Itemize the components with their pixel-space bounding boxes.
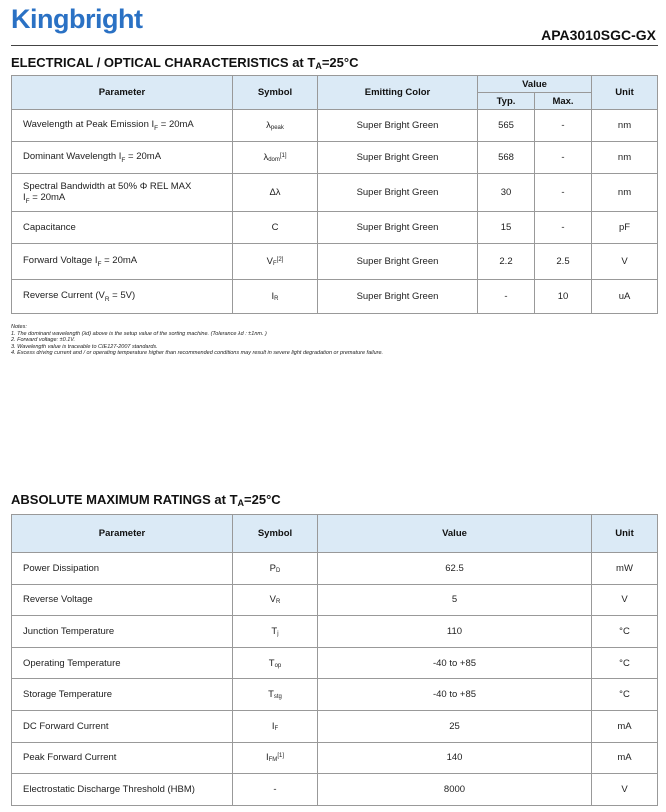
unit-cell: °C xyxy=(592,616,658,648)
electrical-characteristics-table xyxy=(11,75,658,314)
unit-cell: V xyxy=(592,244,658,280)
symbol-subscript: R xyxy=(276,599,281,606)
note-item: 4. Excess driving current and / or operating temperature higher than recommended conditions may result in severe light degradation or premature failure. xyxy=(11,350,384,357)
header-parameter: Parameter xyxy=(12,515,233,553)
symbol-superscript: [1] xyxy=(277,753,284,760)
value-cell: 25 xyxy=(318,710,592,742)
parameter-text: Dominant Wavelength I xyxy=(23,151,122,163)
symbol-text: T xyxy=(271,625,278,637)
parameter-cell xyxy=(12,244,233,280)
parameter-subscript: F xyxy=(25,197,30,205)
symbol-text: C xyxy=(271,222,279,233)
parameter-cell xyxy=(12,174,233,212)
parameter-cell: DC Forward Current xyxy=(12,710,233,742)
symbol-superscript: [1] xyxy=(279,153,287,159)
note-item: 2. Forward voltage: ±0.1V. xyxy=(11,337,76,344)
parameter-subscript: F xyxy=(97,260,102,268)
notes-block xyxy=(11,324,383,357)
header-max: Max. xyxy=(535,93,592,110)
table-row xyxy=(12,647,658,679)
parameter-subscript: F xyxy=(154,124,159,132)
table-row xyxy=(12,710,658,742)
absolute-title-text: ABSOLUTE MAXIMUM RATINGS at T xyxy=(11,492,238,507)
symbol-subscript: FM xyxy=(268,757,278,764)
absolute-section-title xyxy=(11,492,281,508)
symbol-subscript: peak xyxy=(270,125,284,131)
symbol-subscript: D xyxy=(276,567,281,574)
header-parameter: Parameter xyxy=(12,76,233,110)
parameter-cell: Peak Forward Current xyxy=(12,742,233,774)
symbol-cell xyxy=(233,110,318,142)
parameter-text: Capacitance xyxy=(23,222,76,233)
symbol-cell xyxy=(233,174,318,212)
value-cell: -40 to +85 xyxy=(318,647,592,679)
parameter-cell xyxy=(12,142,233,174)
value-cell: 110 xyxy=(318,616,592,648)
parameter-subscript: R xyxy=(104,295,110,303)
symbol-text: T xyxy=(268,657,275,669)
unit-cell: nm xyxy=(592,142,658,174)
parameter-tail: = 20mA xyxy=(101,255,138,267)
emitting-color-cell: Super Bright Green xyxy=(318,280,478,314)
parameter-tail: = 5V) xyxy=(109,290,136,302)
symbol-cell xyxy=(233,584,318,616)
symbol-superscript: [2] xyxy=(276,257,284,263)
symbol-subscript: j xyxy=(277,630,279,637)
typ-value-cell: 2.2 xyxy=(478,244,535,280)
parameter-cell: Reverse Voltage xyxy=(12,584,233,616)
emitting-color-cell: Super Bright Green xyxy=(318,174,478,212)
parameter-cell: Operating Temperature xyxy=(12,647,233,679)
header-unit: Unit xyxy=(592,76,658,110)
typ-value-cell: 568 xyxy=(478,142,535,174)
parameter-cell xyxy=(12,280,233,314)
symbol-subscript: R xyxy=(274,296,279,302)
symbol-text: V xyxy=(269,594,276,606)
symbol-text: - xyxy=(273,783,277,795)
parameter-cell xyxy=(12,110,233,142)
unit-cell: °C xyxy=(592,679,658,711)
max-value-cell: - xyxy=(535,142,592,174)
electrical-section-title xyxy=(11,55,358,71)
typ-value-cell: - xyxy=(478,280,535,314)
value-cell: -40 to +85 xyxy=(318,679,592,711)
symbol-cell xyxy=(233,616,318,648)
symbol-subscript: stg xyxy=(273,694,282,701)
symbol-cell xyxy=(233,244,318,280)
symbol-text: I xyxy=(271,720,275,732)
parameter-text: Wavelength at Peak Emission I xyxy=(23,119,155,131)
table-row xyxy=(12,679,658,711)
header-unit: Unit xyxy=(592,515,658,553)
absolute-title-tail: =25°C xyxy=(244,492,281,507)
parameter-cell xyxy=(12,212,233,244)
symbol-cell xyxy=(233,212,318,244)
unit-cell: V xyxy=(592,584,658,616)
table-row xyxy=(12,742,658,774)
symbol-subscript: F xyxy=(274,725,279,732)
parameter-cell: Junction Temperature xyxy=(12,616,233,648)
symbol-cell xyxy=(233,742,318,774)
unit-cell: mA xyxy=(592,742,658,774)
symbol-cell xyxy=(233,142,318,174)
parameter-text: Reverse Current (V xyxy=(23,290,105,302)
emitting-color-cell: Super Bright Green xyxy=(318,212,478,244)
absolute-maximum-ratings-table xyxy=(11,514,658,806)
symbol-text: λ xyxy=(266,120,271,131)
note-item: 3. Wavelength value is traceable to CIE127-2007 standards. xyxy=(11,343,158,350)
parameter-subscript: F xyxy=(121,156,126,164)
symbol-text: T xyxy=(268,689,274,701)
symbol-subscript: F xyxy=(273,261,277,267)
value-cell: 62.5 xyxy=(318,553,592,585)
parameter-tail: = 20mA xyxy=(125,151,162,163)
table-row xyxy=(12,774,658,806)
symbol-text: I xyxy=(271,291,275,302)
max-value-cell: 2.5 xyxy=(535,244,592,280)
symbol-cell xyxy=(233,553,318,585)
symbol-text: V xyxy=(266,256,273,267)
max-value-cell: - xyxy=(535,212,592,244)
symbol-text: I xyxy=(266,752,269,764)
symbol-text: Δλ xyxy=(269,187,281,198)
symbol-text: λ xyxy=(263,152,269,163)
symbol-cell xyxy=(233,679,318,711)
symbol-cell xyxy=(233,280,318,314)
parameter-tail: = 20mA xyxy=(29,191,66,203)
unit-cell: mA xyxy=(592,710,658,742)
table-row xyxy=(12,584,658,616)
unit-cell: °C xyxy=(592,647,658,679)
typ-value-cell: 30 xyxy=(478,174,535,212)
header-symbol: Symbol xyxy=(233,515,318,553)
electrical-title-text: ELECTRICAL / OPTICAL CHARACTERISTICS at T xyxy=(11,55,316,70)
note-item: 1. The dominant wavelength (λd) above is the setup value of the sorting machine. (Tolerance λd : ±1nm. ) xyxy=(11,330,267,337)
max-value-cell: 10 xyxy=(535,280,592,314)
unit-cell: nm xyxy=(592,174,658,212)
parameter-cell: Power Dissipation xyxy=(12,553,233,585)
brand-logo: Kingbright xyxy=(11,4,143,34)
symbol-cell xyxy=(233,774,318,806)
unit-cell: uA xyxy=(592,280,658,314)
unit-cell: pF xyxy=(592,212,658,244)
table-row xyxy=(12,553,658,585)
emitting-color-cell: Super Bright Green xyxy=(318,244,478,280)
header-value: Value xyxy=(478,76,592,93)
symbol-subscript: dom xyxy=(268,157,280,163)
max-value-cell: - xyxy=(535,110,592,142)
unit-cell: nm xyxy=(592,110,658,142)
unit-cell: mW xyxy=(592,553,658,585)
table-row xyxy=(12,244,658,280)
unit-cell: V xyxy=(592,774,658,806)
part-number: APA3010SGC-GX xyxy=(541,27,656,43)
electrical-title-sub: A xyxy=(315,61,322,71)
symbol-subscript: op xyxy=(274,662,282,669)
value-cell: 5 xyxy=(318,584,592,616)
header-typ: Typ. xyxy=(478,93,535,110)
header-symbol: Symbol xyxy=(233,76,318,110)
header-emitting-color: Emitting Color xyxy=(318,76,478,110)
emitting-color-cell: Super Bright Green xyxy=(318,142,478,174)
parameter-text: Forward Voltage I xyxy=(23,255,98,267)
parameter-cell: Electrostatic Discharge Threshold (HBM) xyxy=(12,774,233,806)
symbol-cell xyxy=(233,710,318,742)
parameter-tail: = 20mA xyxy=(158,119,194,131)
electrical-title-tail: =25°C xyxy=(321,55,359,70)
value-cell: 140 xyxy=(318,742,592,774)
typ-value-cell: 565 xyxy=(478,110,535,142)
typ-value-cell: 15 xyxy=(478,212,535,244)
max-value-cell: - xyxy=(535,174,592,212)
symbol-cell xyxy=(233,647,318,679)
emitting-color-cell: Super Bright Green xyxy=(318,110,478,142)
table-row xyxy=(12,142,658,174)
parameter-text: Spectral Bandwidth at 50% Φ REL MAX xyxy=(23,180,192,192)
header-divider xyxy=(11,45,658,46)
table-row xyxy=(12,174,658,212)
notes-heading: Notes: xyxy=(11,324,27,330)
symbol-text: P xyxy=(269,562,276,574)
table-row xyxy=(12,110,658,142)
table-row xyxy=(12,280,658,314)
table-row xyxy=(12,212,658,244)
table-row xyxy=(12,616,658,648)
header-value: Value xyxy=(318,515,592,553)
value-cell: 8000 xyxy=(318,774,592,806)
absolute-title-sub: A xyxy=(237,498,245,508)
parameter-cell: Storage Temperature xyxy=(12,679,233,711)
parameter-text: I xyxy=(23,191,26,203)
